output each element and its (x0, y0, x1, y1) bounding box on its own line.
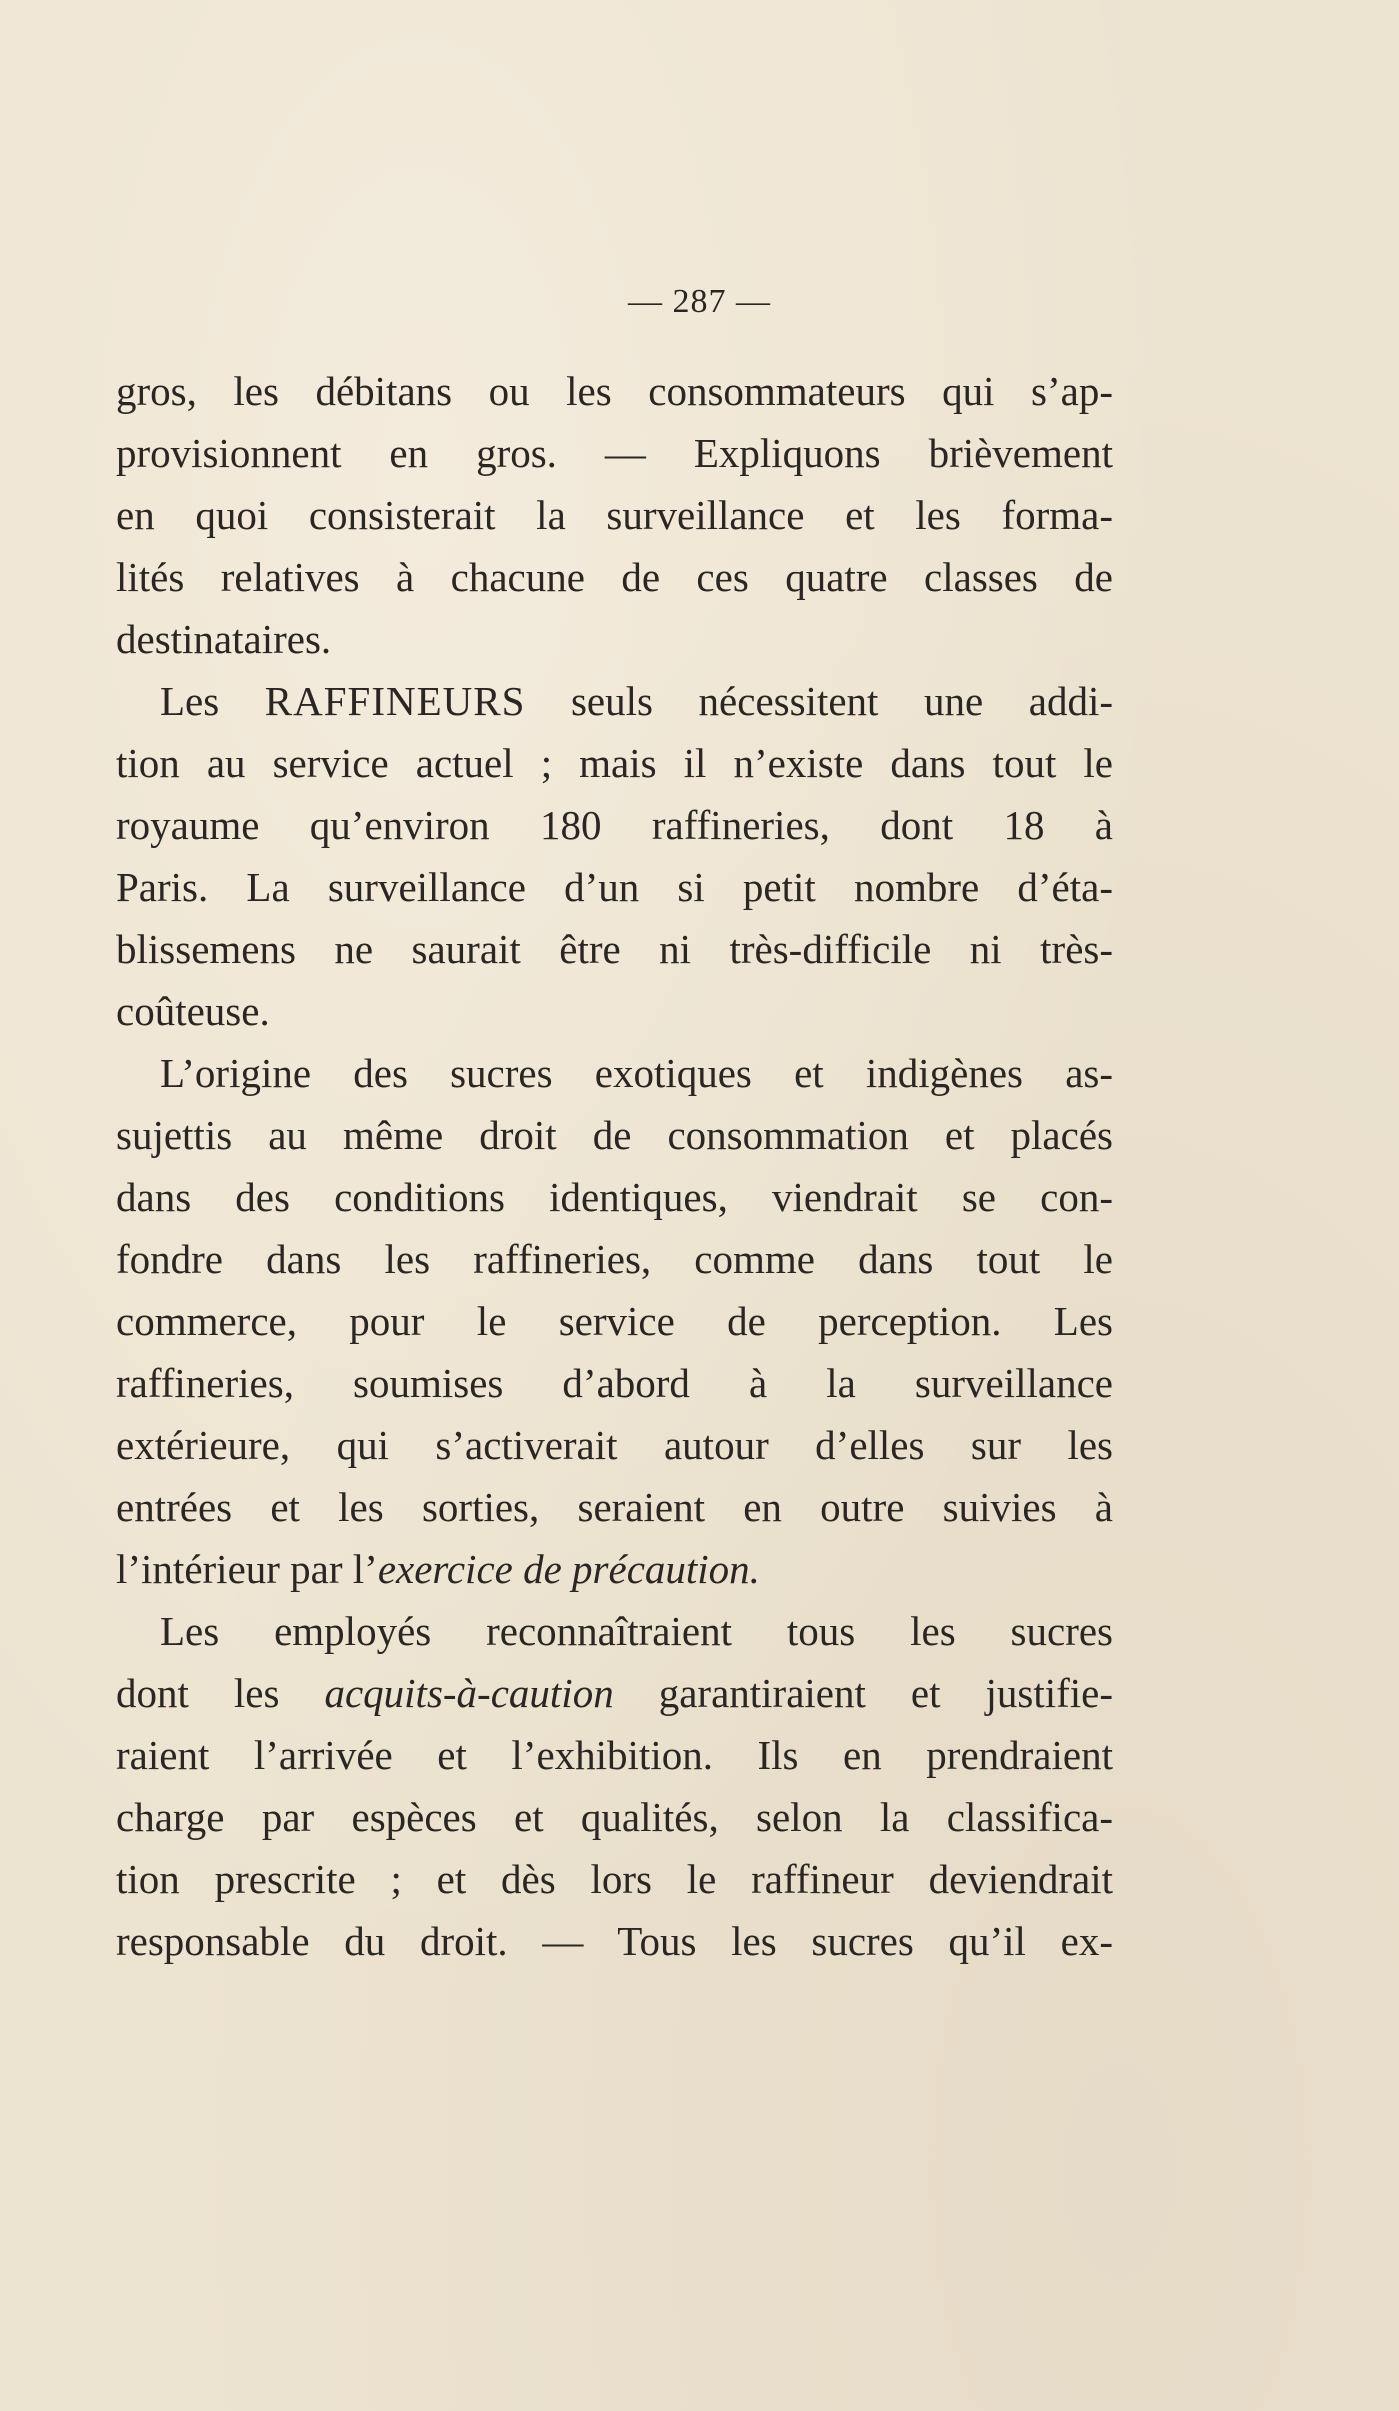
text-line (116, 670, 1113, 732)
text-run: seuls nécessitent une addi- (525, 678, 1113, 724)
body-text (116, 360, 1113, 1972)
text-run: lités relatives à chacune de ces quatre classes de (116, 554, 1113, 600)
text-line (116, 1104, 1113, 1166)
text-run: provisionnent en gros. — Expliquons brièvement (116, 430, 1113, 476)
text-run: en quoi consisterait la surveillance et les forma- (116, 492, 1113, 538)
text-run: garantiraient et justifie- (613, 1670, 1114, 1716)
text-run: responsable du droit. — Tous les sucres qu’il ex- (116, 1918, 1113, 1964)
text-line (116, 1042, 1113, 1104)
text-run: entrées et les sorties, seraient en outre suivies à (116, 1484, 1113, 1530)
text-line (116, 608, 1113, 670)
text-line (116, 1352, 1113, 1414)
text-line (116, 1166, 1113, 1228)
text-run: blissemens ne saurait être ni très-difficile ni très- (116, 926, 1113, 972)
text-line (116, 794, 1113, 856)
text-line (116, 856, 1113, 918)
text-run: fondre dans les raffineries, comme dans tout le (116, 1236, 1113, 1282)
text-run: tion au service actuel ; mais il n’existe dans tout le (116, 740, 1113, 786)
text-line (116, 484, 1113, 546)
text-run: L’origine des sucres exotiques et indigènes as- (160, 1050, 1113, 1096)
text-run: extérieure, qui s’activerait autour d’elles sur les (116, 1422, 1113, 1468)
text-line (116, 1662, 1113, 1724)
page-number: — 287 — (628, 283, 771, 320)
text-run: Les (160, 678, 265, 724)
text-line (116, 546, 1113, 608)
text-line (116, 1848, 1113, 1910)
text-line (116, 1290, 1113, 1352)
text-line (116, 1476, 1113, 1538)
text-line (116, 1538, 1113, 1600)
text-run: sujettis au même droit de consommation et placés (116, 1112, 1113, 1158)
text-run: raient l’arrivée et l’exhibition. Ils en prendraient (116, 1732, 1113, 1778)
text-line (116, 918, 1113, 980)
text-line (116, 1228, 1113, 1290)
text-line (116, 422, 1113, 484)
text-line (116, 1724, 1113, 1786)
text-line (116, 360, 1113, 422)
text-run: gros, les débitans ou les consommateurs qui s’ap- (116, 368, 1113, 414)
italic-phrase: exercice de précaution. (377, 1546, 760, 1592)
text-run: destinataires. (116, 616, 332, 662)
text-line (116, 1600, 1113, 1662)
text-run: coûteuse. (116, 988, 270, 1034)
small-caps-term: RAFFINEURS (264, 678, 526, 724)
text-run: royaume qu’environ 180 raffineries, dont 18 à (116, 802, 1113, 848)
text-line (116, 1414, 1113, 1476)
text-line (116, 980, 1113, 1042)
text-run: dont les (116, 1670, 325, 1716)
italic-phrase: acquits-à-caution (324, 1670, 614, 1716)
text-line (116, 1786, 1113, 1848)
text-run: Paris. La surveillance d’un si petit nombre d’éta- (116, 864, 1113, 910)
text-line (116, 732, 1113, 794)
text-line (116, 1910, 1113, 1972)
text-run: l’intérieur par l’ (116, 1546, 378, 1592)
text-run: dans des conditions identiques, viendrait se con- (116, 1174, 1113, 1220)
text-run: tion prescrite ; et dès lors le raffineur deviendrait (116, 1856, 1113, 1902)
text-run: charge par espèces et qualités, selon la classifica- (116, 1794, 1113, 1840)
text-run: commerce, pour le service de perception. Les (116, 1298, 1113, 1344)
text-run: raffineries, soumises d’abord à la surveillance (116, 1360, 1113, 1406)
text-run: Les employés reconnaîtraient tous les sucres (160, 1608, 1113, 1654)
